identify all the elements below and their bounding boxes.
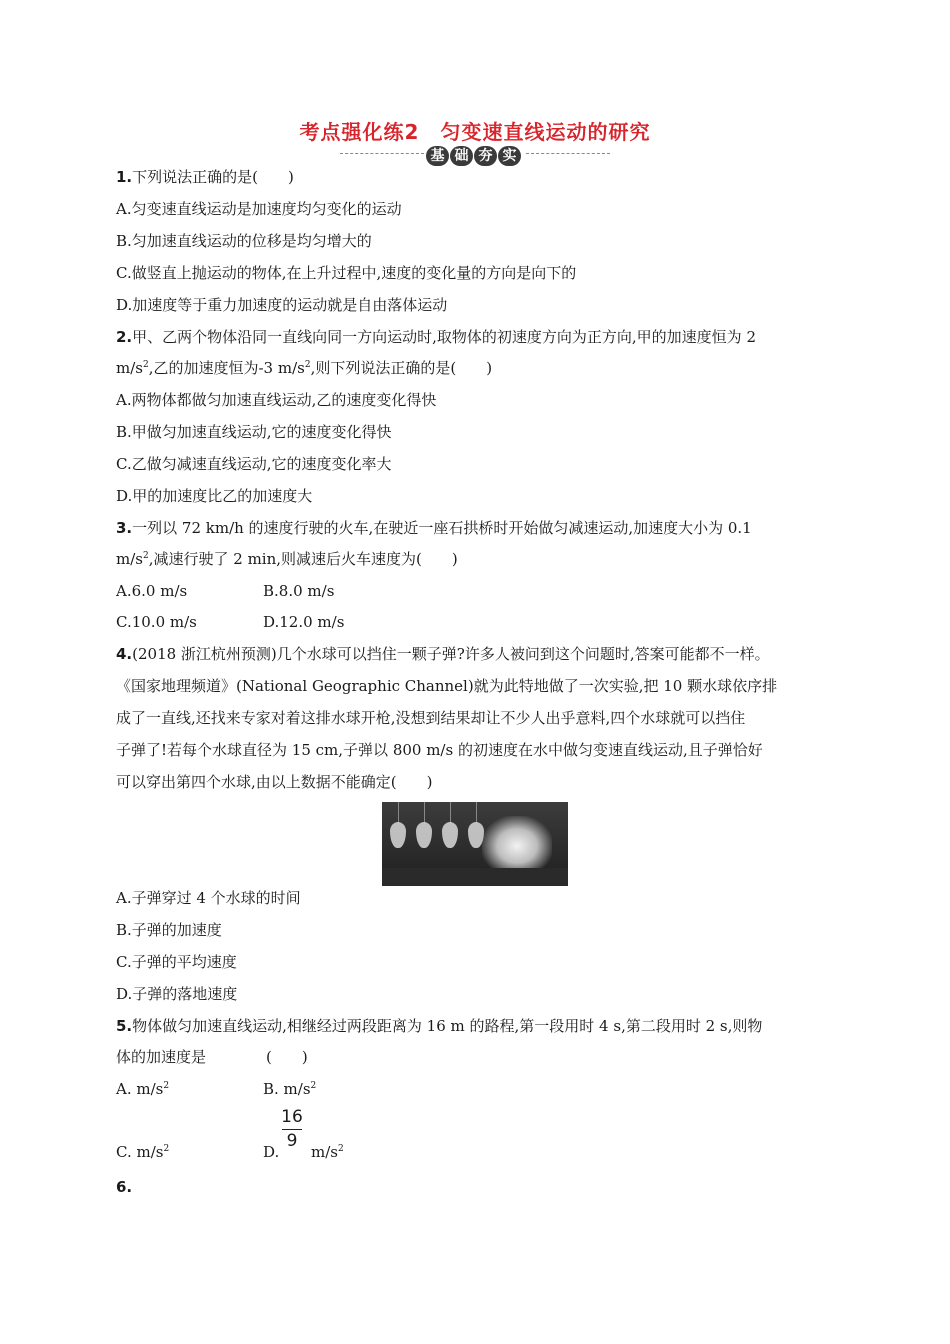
unit-text: m/s xyxy=(116,550,143,568)
water-splash xyxy=(482,816,552,876)
question-4-option-b: B.子弹的加速度 xyxy=(116,921,222,939)
question-number: 2. xyxy=(116,328,133,346)
question-number: 6. xyxy=(116,1178,133,1196)
superscript: 2 xyxy=(142,360,149,370)
section-badges xyxy=(426,146,524,166)
question-text: ,则下列说法正确的是( ) xyxy=(310,359,493,377)
question-4-option-c: C.子弹的平均速度 xyxy=(116,953,237,971)
section-badge: 夯 xyxy=(474,146,497,166)
question-5-stem xyxy=(116,1016,762,1036)
water-balloon xyxy=(416,822,432,848)
divider-left xyxy=(340,153,424,154)
superscript: 2 xyxy=(163,1144,170,1154)
water-balloon-bullet-photo xyxy=(382,802,568,886)
question-4-option-a: A.子弹穿过 4 个水球的时间 xyxy=(116,889,301,907)
question-2-stem-line2 xyxy=(116,358,492,378)
question-text: 一列以 72 km/h 的速度行驶的火车,在驶近一座石拱桥时开始做匀减速运动,加速度大小为 0.1 xyxy=(132,519,752,537)
question-5-option-a: A. $m/s^2$ xyxy=(116,1080,170,1098)
question-3-stem xyxy=(116,518,752,538)
question-4-stem xyxy=(116,644,770,664)
question-2-option-a: A.两物体都做匀加速直线运动,乙的速度变化得快 xyxy=(116,391,437,409)
superscript: 2 xyxy=(337,1144,344,1154)
question-text: 下列说法正确的是( ) xyxy=(132,168,294,186)
question-text: ,减速行驶了 2 min,则减速后火车速度为( ) xyxy=(148,550,458,568)
fraction-denominator: 9 xyxy=(286,1131,298,1151)
question-4-line: 《国家地理频道》(National Geographic Channel)就为此特地做了一次实验,把 10 颗水球依序排 xyxy=(116,677,778,695)
section-header xyxy=(340,146,610,166)
question-number: 5. xyxy=(116,1017,133,1035)
question-1-option-b: B.匀加速直线运动的位移是均匀增大的 xyxy=(116,232,372,250)
question-number: 4. xyxy=(116,645,133,663)
question-number: 3. xyxy=(116,519,133,537)
water-balloon xyxy=(442,822,458,848)
question-text: 甲、乙两个物体沿同一直线向同一方向运动时,取物体的初速度方向为正方向,甲的加速度恒为 2 xyxy=(132,328,756,346)
question-2-option-c: C.乙做匀减速直线运动,它的速度变化率大 xyxy=(116,455,392,473)
section-badge: 础 xyxy=(450,146,473,166)
question-2-option-b: B.甲做匀加速直线运动,它的速度变化得快 xyxy=(116,423,392,441)
question-5-option-c: C. $m/s^2$ xyxy=(116,1143,170,1161)
question-text: ,乙的加速度恒为-3 m/s xyxy=(148,359,305,377)
unit-text: m/s xyxy=(116,359,143,377)
fraction-numerator: 16 xyxy=(281,1107,303,1127)
question-1-option-c: C.做竖直上抛运动的物体,在上升过程中,速度的变化量的方向是向下的 xyxy=(116,264,577,282)
question-3-option-a: A.6.0 m/s xyxy=(116,582,188,600)
question-5-option-b: B. $m/s^2$ xyxy=(263,1080,317,1098)
question-3-option-c: C.10.0 m/s xyxy=(116,613,197,631)
fraction-bar xyxy=(282,1129,302,1130)
question-text: (2018 浙江杭州预测)几个水球可以挡住一颗子弹?许多人被问到这个问题时,答案可能都不一样。 xyxy=(132,645,770,663)
question-text: 物体做匀加速直线运动,相继经过两段距离为 16 m 的路程,第一段用时 4 s,第二段用时 2 s,则物 xyxy=(132,1017,763,1035)
question-5-option-d-label: D. xyxy=(263,1143,280,1161)
page-title: 考点强化练2 匀变速直线运动的研究 xyxy=(299,120,651,144)
question-2-option-d: D.甲的加速度比乙的加速度大 xyxy=(116,487,313,505)
question-3-option-d: D.12.0 m/s xyxy=(263,613,345,631)
question-number: 1. xyxy=(116,168,133,186)
section-badge: 基 xyxy=(426,146,449,166)
question-6-stem xyxy=(116,1177,132,1197)
question-4-line: 子弹了!若每个水球直径为 15 cm,子弹以 800 m/s 的初速度在水中做匀变速直线运动,且子弹恰好 xyxy=(116,741,763,759)
question-4-line: 成了一直线,还找来专家对着这排水球开枪,没想到结果却让不少人出乎意料,四个水球就可以挡住 xyxy=(116,709,746,727)
question-4-line: 可以穿出第四个水球,由以上数据不能确定( ) xyxy=(116,773,433,791)
question-1-option-d: D.加速度等于重力加速度的运动就是自由落体运动 xyxy=(116,296,448,314)
question-3-option-b: B.8.0 m/s xyxy=(263,582,335,600)
superscript: 2 xyxy=(163,1081,170,1091)
section-badge: 实 xyxy=(498,146,521,166)
superscript: 2 xyxy=(142,551,149,561)
question-1-stem xyxy=(116,167,294,187)
superscript: 2 xyxy=(310,1081,317,1091)
fraction xyxy=(280,1106,304,1151)
question-3-stem-line2 xyxy=(116,549,458,569)
question-1-option-a: A.匀变速直线运动是加速度均匀变化的运动 xyxy=(116,200,402,218)
water-balloon xyxy=(390,822,406,848)
superscript: 2 xyxy=(304,360,311,370)
question-4-option-d: D.子弹的落地速度 xyxy=(116,985,238,1003)
question-2-stem xyxy=(116,327,756,347)
ground xyxy=(382,868,568,886)
question-5-option-d-unit: $m/s^2$ xyxy=(311,1143,344,1161)
question-5-stem-line2: 体的加速度是 ( ) xyxy=(116,1048,308,1066)
divider-right xyxy=(526,153,610,154)
